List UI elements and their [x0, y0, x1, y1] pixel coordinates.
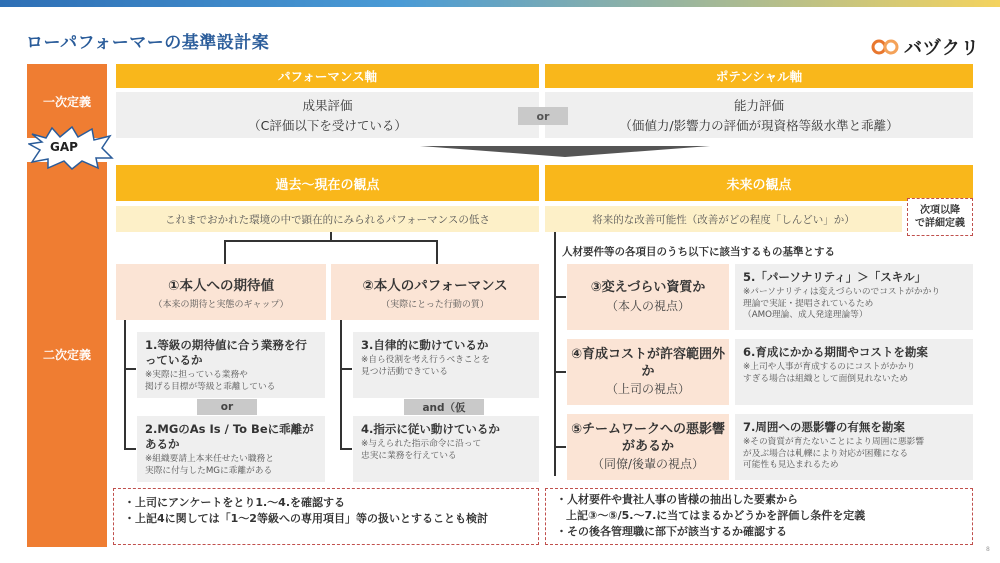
item-1-title: 1.等級の期待値に合う業務を行っているか: [145, 338, 307, 367]
expectation-box: [116, 264, 326, 320]
ability-evaluation-box: [545, 92, 973, 138]
item-5: [735, 264, 973, 330]
unchangeable-trait-sub: （本人の視点）: [605, 298, 690, 313]
past-band: これまでおかれた環境の中で顕在的にみられるパフォーマンスの低さ: [116, 206, 539, 232]
company-logo: [870, 34, 980, 60]
detail-definition-note: 次項以降 で詳細定義: [907, 198, 973, 236]
connector: [554, 296, 566, 298]
item-6-note: ※上司や人事が育成するのにコストがかかり すぎる場合は組織として面倒見れないため: [743, 361, 916, 384]
teamwork-impact-sub: （同僚/後輩の視点）: [591, 457, 705, 472]
connector: [436, 240, 438, 264]
item-2-title: 2.MGのAs Is / To Beに乖離があるか: [145, 422, 314, 451]
primary-definition-label: 一次定義: [27, 64, 107, 138]
item-1: [137, 332, 325, 398]
connector: [224, 240, 226, 264]
connector: [330, 232, 332, 240]
page-title: ローパフォーマーの基準設計案: [26, 33, 270, 53]
item-1-note: ※実際に担っている業務や 掲げる目標が等級と乖離している: [145, 369, 276, 392]
connector: [124, 368, 136, 370]
down-arrow-icon: [420, 144, 710, 158]
expectation-sub: （本来の期待と実態のギャップ）: [153, 300, 289, 310]
infinity-logo-icon: [870, 38, 900, 56]
performance-box: [331, 264, 539, 320]
connector: [340, 368, 352, 370]
item-4-title: 4.指示に従い動けているか: [361, 422, 500, 436]
performance-axis-header: パフォーマンス軸: [116, 64, 539, 88]
teamwork-impact-box: [567, 414, 729, 480]
item-7: [735, 414, 973, 480]
or-badge: or: [518, 107, 568, 125]
past-present-header: 過去〜現在の観点: [116, 165, 539, 201]
future-header: 未来の観点: [545, 165, 973, 201]
item-3: [353, 332, 539, 398]
left-note-line-1: ・上司にアンケートをとり1.〜4.を確認する: [124, 496, 346, 509]
expectation-title: ①本人への期待値: [168, 278, 274, 294]
item-3-note: ※自ら役割を考え行うべきことを 見つけ活動できている: [361, 354, 490, 377]
connector: [554, 232, 556, 476]
performance-sub: （実際にとった行動の質）: [381, 300, 489, 310]
connector: [554, 371, 566, 373]
connector: [124, 320, 126, 448]
unchangeable-trait-title: ③変えづらい資質か: [590, 280, 706, 296]
item-7-title: 7.周囲への悪影響の有無を勘案: [743, 420, 905, 434]
and-badge: and（仮: [404, 399, 484, 415]
results-evaluation-title: 成果評価: [302, 98, 353, 113]
item-7-note: ※その資質が育たないことにより周囲に悪影響 が及ぶ場合は軋轢により対応が困難になる 可能性も見込まれるため: [743, 436, 925, 471]
item-2-note: ※組織要請上本来任せたい職務と 実際に付与したMGに乖離がある: [145, 453, 274, 476]
training-cost-title: ④育成コストが許容範囲外か: [570, 346, 725, 379]
ability-evaluation-title: 能力評価: [733, 98, 784, 113]
connector: [340, 448, 352, 450]
item-3-title: 3.自律的に動けているか: [361, 338, 489, 352]
results-evaluation-box: [116, 92, 539, 138]
performance-title: ②本人のパフォーマンス: [362, 278, 508, 294]
left-action-note: [113, 488, 539, 545]
right-note-line-3: ・その後各管理職に部下が該当するか確認する: [556, 524, 787, 538]
results-evaluation-sub: （C評価以下を受けている）: [248, 118, 407, 133]
connector: [554, 446, 566, 448]
future-band: 将来的な改善可能性（改善がどの程度「しんどい」か）: [545, 206, 902, 232]
logo-text: バヅクリ: [904, 38, 980, 59]
training-cost-sub: （上司の視点）: [605, 382, 690, 397]
item-2: [137, 416, 325, 482]
secondary-definition-label: 二次定義: [27, 162, 107, 547]
item-6-title: 6.育成にかかる期間やコストを勘案: [743, 345, 928, 359]
ability-evaluation-sub: （価値力/影響力の評価が現資格等級水準と乖離）: [619, 118, 899, 133]
item-4: [353, 416, 539, 482]
training-cost-box: [567, 339, 729, 405]
item-5-title: 5.「パーソナリティ」＞「スキル」: [743, 270, 927, 284]
page-number: 8: [986, 546, 990, 553]
item-6: [735, 339, 973, 405]
item-5-note: ※パーソナリティは変えづらいのでコストがかかり 理論で実証・提唱されているため （AMO理論、成人発達理論等）: [743, 286, 941, 321]
teamwork-impact-title: ⑤チームワークへの悪影響があるか: [570, 421, 725, 454]
connector: [340, 320, 342, 448]
connector: [124, 448, 136, 450]
top-gradient-bar: [0, 0, 1000, 7]
item-4-note: ※与えられた指示命令に沿って 忠実に業務を行えている: [361, 438, 482, 461]
potential-axis-header: ポテンシャル軸: [545, 64, 973, 88]
right-note-line-2: 上記③〜⑤/5.〜7.に当てはまるかどうかを評価し条件を定義: [566, 508, 866, 522]
future-intro: 人材要件等の各項目のうち以下に該当するもの基準とする: [562, 246, 835, 258]
right-action-note: [545, 488, 973, 545]
unchangeable-trait-box: [567, 264, 729, 330]
left-note-line-2: ・上記4に関しては「1〜2等級への専用項目」等の扱いとすることも検討: [124, 511, 488, 525]
gap-label: GAP: [50, 140, 78, 154]
right-note-line-1: ・人材要件や貴社人事の皆様の抽出した要素から: [556, 493, 798, 506]
connector: [224, 240, 437, 242]
or-badge: or: [197, 399, 257, 415]
